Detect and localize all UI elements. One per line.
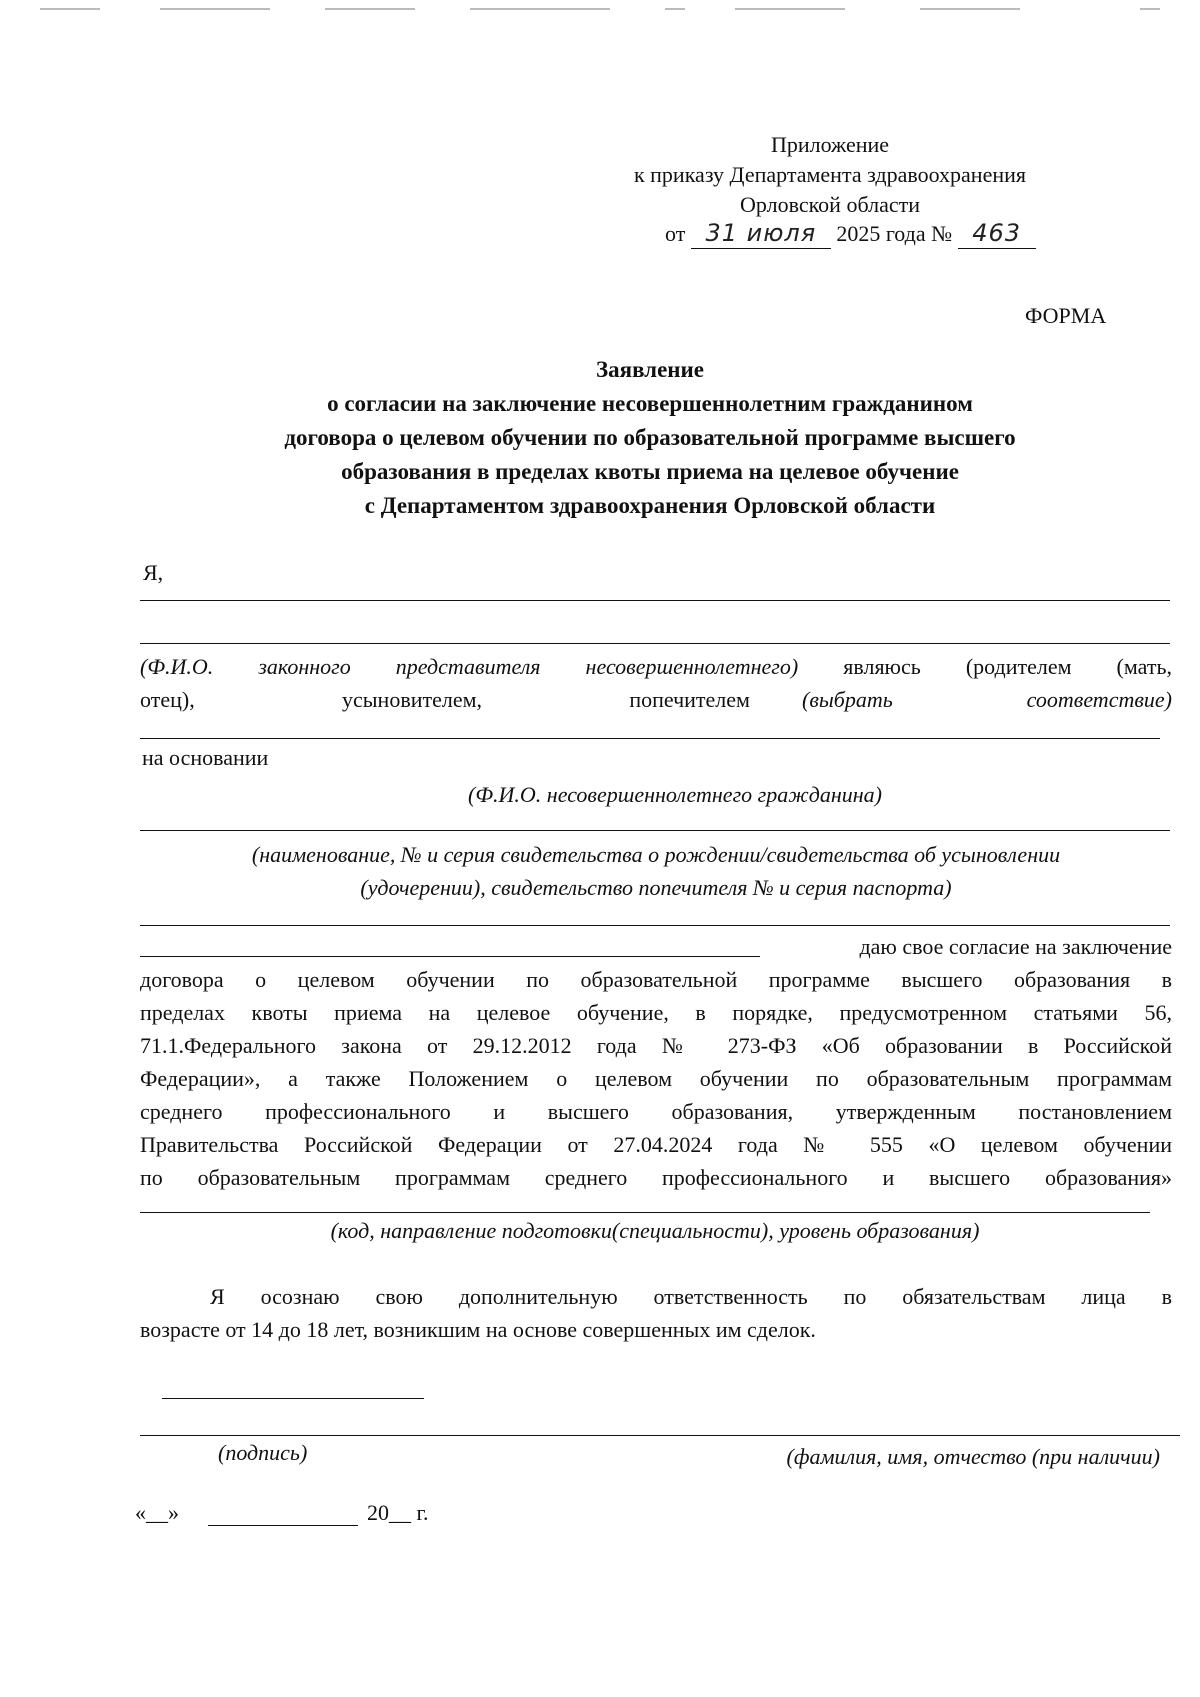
- handwritten-number: 463: [958, 218, 1036, 249]
- scan-artifact: [735, 8, 845, 10]
- appendix-title: Приложение: [770, 132, 890, 157]
- document-title: Заявление о согласии на заключение несовершеннолетним гражданином договора о целевом обучении по образовательной программе высшего образования в пределах квоты приема на целевое обучение с Департаментом здравоохранения Орловской области: [284, 357, 1016, 518]
- region-name: Орловской области: [740, 192, 920, 217]
- program-code-field: [140, 1212, 1150, 1213]
- basis-field: [140, 738, 1160, 739]
- applicant-name-field-2: [140, 643, 1170, 644]
- signature-caption: (подпись): [218, 1440, 308, 1465]
- form-label: ФОРМА: [1025, 303, 1107, 328]
- signature-field: [162, 1398, 424, 1399]
- scan-artifact: [470, 8, 610, 10]
- handwritten-date: 31 июля: [691, 218, 831, 249]
- awareness-paragraph: Я осознаю свою дополнительную ответственность по обязательствам лица в возрасте от 14 до 18 лет, возникшим на основе совершенных им сделок.: [140, 1284, 1172, 1342]
- minor-name-field: [140, 830, 1170, 831]
- representative-role-text: являюсь (родителем (мать,: [798, 654, 1172, 679]
- choose-caption: (выбрать соответствие): [802, 687, 1172, 712]
- role-option: попечителем: [629, 687, 750, 712]
- appendix-header: [560, 130, 1100, 220]
- minor-name-caption: (Ф.И.О. несовершеннолетнего гражданина): [468, 782, 882, 807]
- order-date-line: [665, 218, 1036, 249]
- order-year: 2025 года №: [836, 221, 953, 246]
- certificate-field-2: [140, 956, 760, 957]
- scan-artifact: [40, 8, 100, 10]
- date-year: 20__ г.: [367, 1500, 429, 1525]
- scan-artifact: [325, 8, 415, 10]
- order-reference: к приказу Департамента здравоохранения: [633, 162, 1027, 187]
- basis-label: на основании: [142, 745, 269, 770]
- scan-artifact: [160, 8, 270, 10]
- consent-paragraph: договора о целевом обучении по образовательной программе высшего образования в пределах квоты приема на целевое обучение, в порядке, предусмотренном статьями 56, 71.1.Федерального закона от 29.12.2012 года № 273-ФЗ «Об образовании в Российской Федерации», а также Положением о целевом обучении по образовательным программам среднего профессионального и высшего образования, утвержденным постановлением Правительства Российской Федерации от 27.04.2024 года № 555 «О целевом обучении по образовательным программам среднего профессионального и высшего образования»: [140, 967, 1172, 1190]
- scan-artifact: [665, 8, 685, 10]
- date-month-field: [208, 1525, 358, 1526]
- date-prefix: от: [665, 221, 686, 246]
- role-options: [140, 683, 750, 716]
- scan-artifact: [1140, 8, 1160, 10]
- program-code-caption: (код, направление подготовки(специальности), уровень образования): [330, 1218, 980, 1243]
- full-name-field: [140, 1435, 1180, 1436]
- applicant-name-field: [140, 600, 1170, 601]
- role-option: отец),: [140, 687, 195, 712]
- applicant-pronoun: Я,: [143, 560, 164, 585]
- certificate-field: [140, 925, 1170, 926]
- role-option: усыновителем,: [342, 687, 483, 712]
- scan-artifact: [920, 8, 1020, 10]
- certificate-caption: (наименование, № и серия свидетельства о рождении/свидетельства об усыновлении (удочерении), свидетельство попечителя № и серия паспорта): [251, 842, 1061, 900]
- representative-line: [140, 650, 1172, 683]
- consent-start: даю свое согласие на заключение: [859, 934, 1172, 959]
- date-day: «__»: [135, 1500, 179, 1525]
- full-name-caption: (фамилия, имя, отчество (при наличии): [786, 1444, 1160, 1469]
- representative-caption: (Ф.И.О. законного представителя несовершеннолетнего): [140, 654, 799, 679]
- role-options-line: [140, 683, 1172, 716]
